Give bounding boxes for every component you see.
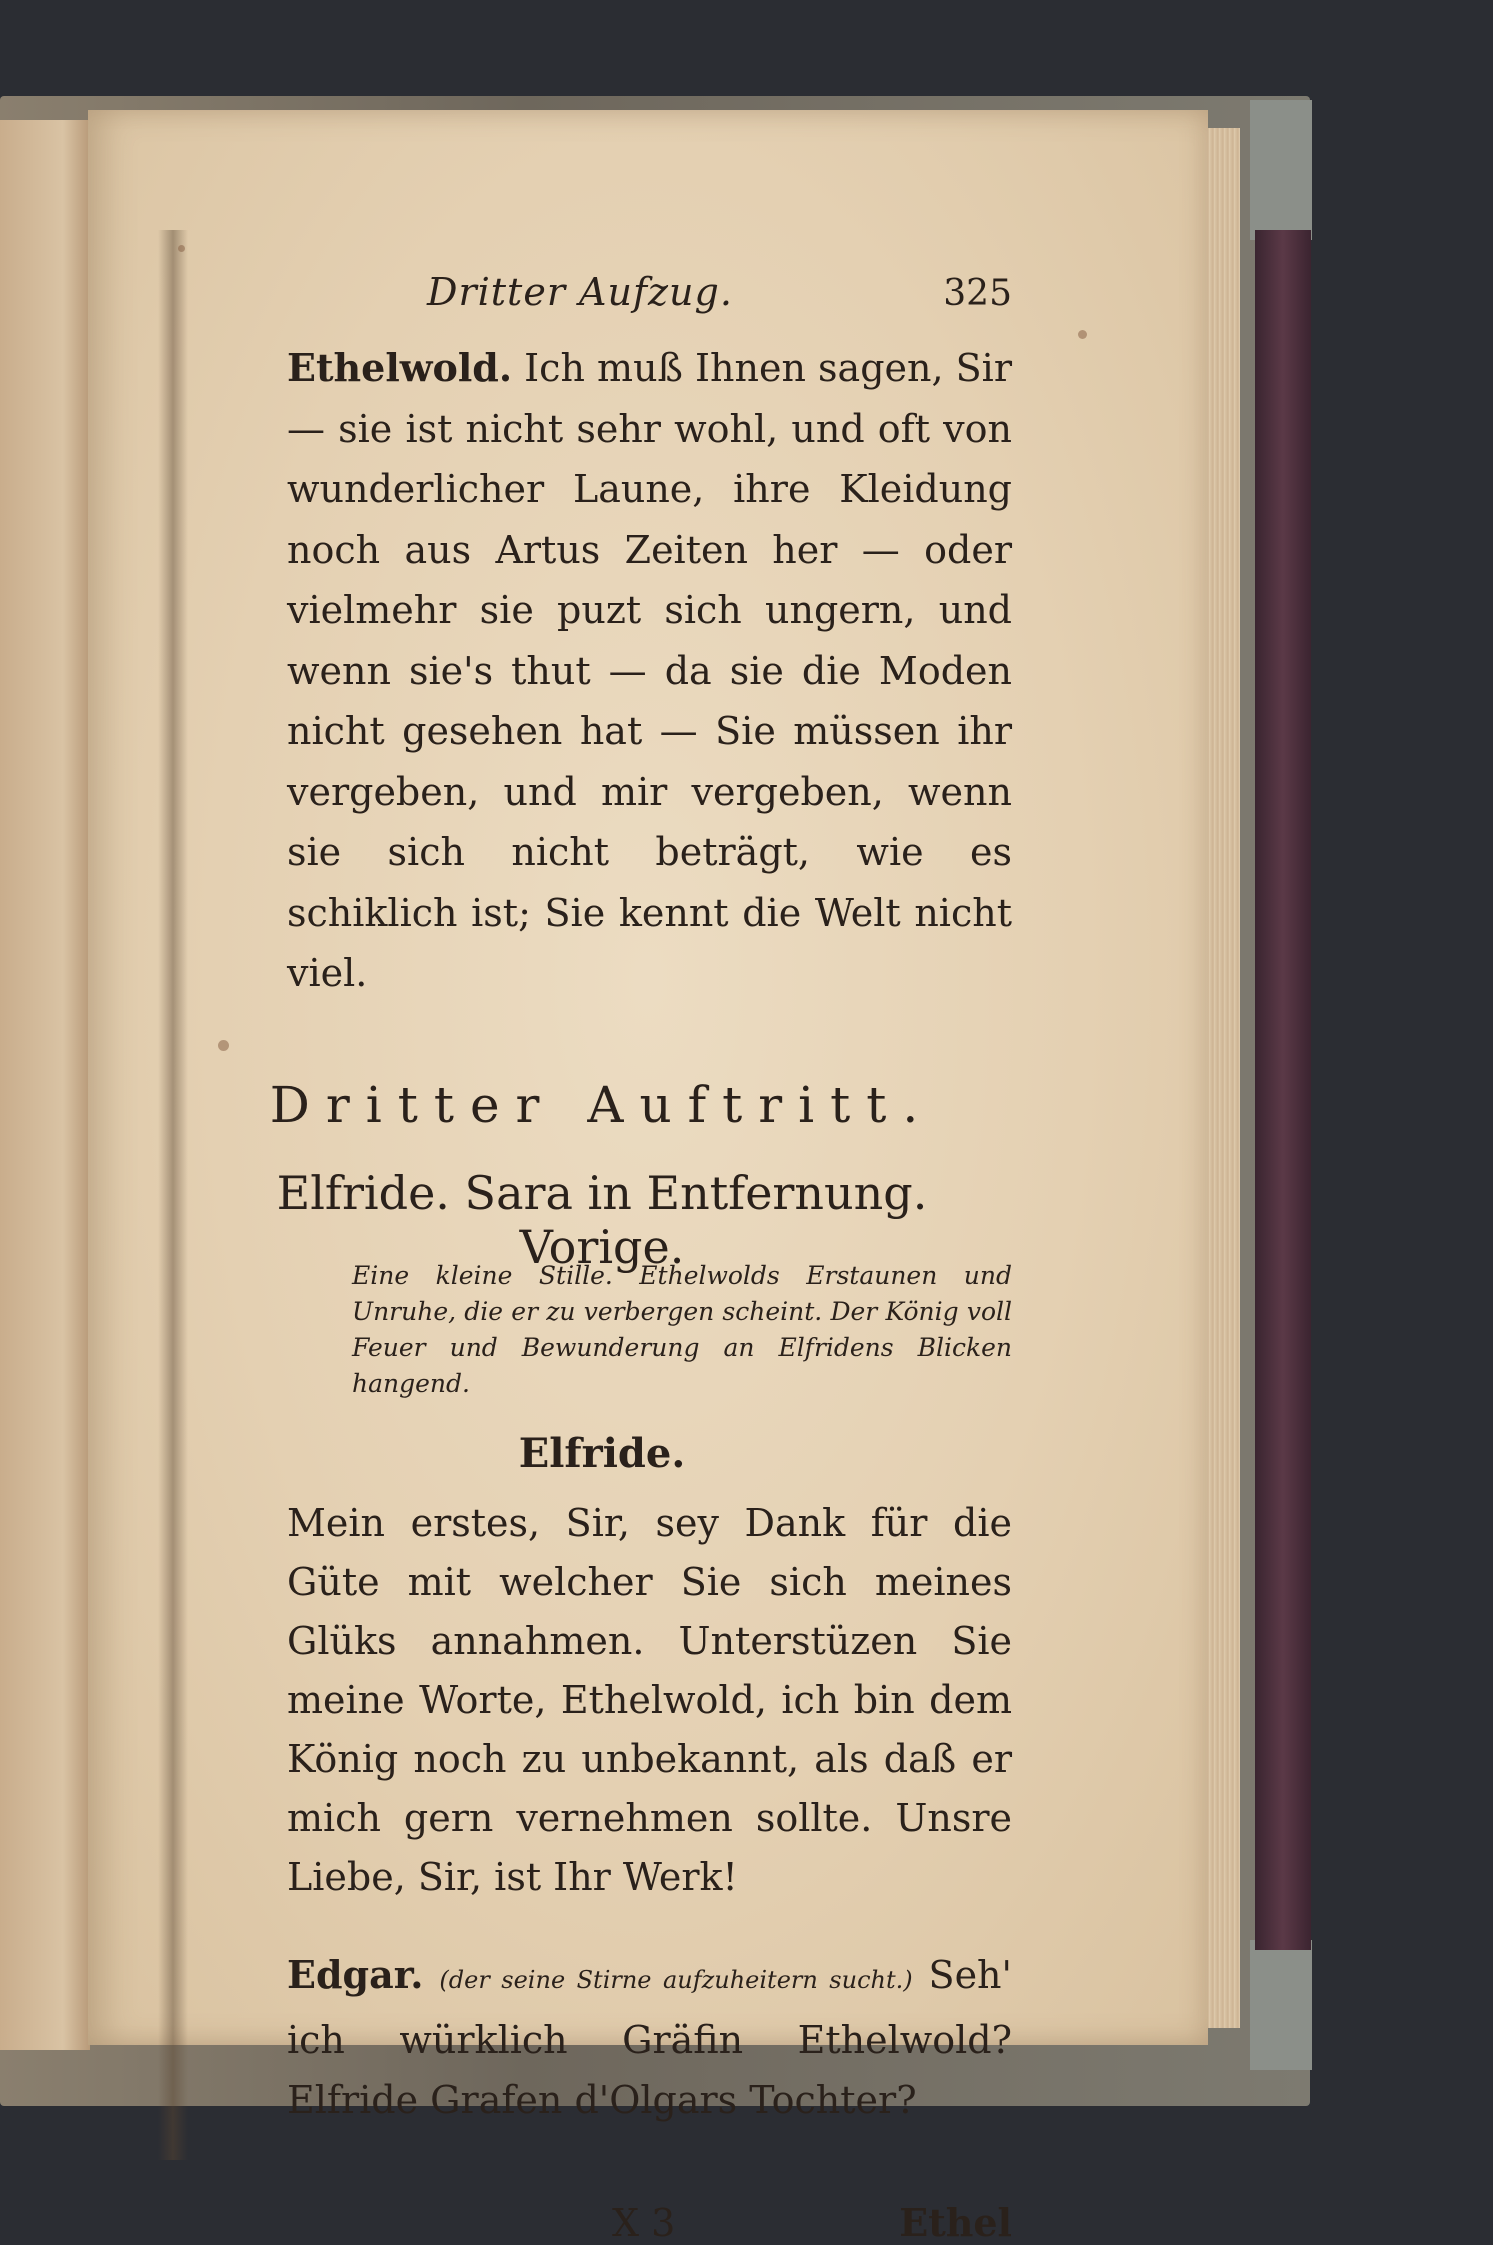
paragraph-edgar [192, 1945, 1012, 2130]
speech-direction: (der seine Stirne aufzuheitern sucht.) [439, 1965, 913, 1994]
running-head [192, 270, 1012, 330]
stage-direction: Eine kleine Stille. Ethelwolds Erstaunen und Unruhe, die er zu verbergen scheint. Der König voll Feuer und Bewunderung an Elfridens Blicken hangend. [352, 1260, 1012, 1398]
scene-heading: Dritter Auftritt. [269, 1075, 935, 1134]
cover-corner-bottom [1250, 1940, 1312, 2070]
speaker-heading: Elfride. [518, 1429, 686, 1477]
signature-mark: X 3 [612, 2200, 676, 2245]
paragraph-ethelwold [192, 338, 1012, 1004]
catchword: Ethel [899, 2199, 1012, 2245]
left-page-edge [0, 120, 90, 2050]
cover-edge [1255, 230, 1311, 1950]
foxing-spot [1078, 330, 1087, 339]
speech-text: Ich muß Ihnen sagen, Sir — sie ist nicht sehr wohl, und oft von wunderlicher Laune, ihre Kleidung noch aus Artus Zeiten her — oder vielmehr sie puzt sich ungern, und wenn sie's thut — da sie die Moden nicht gesehen hat — Sie müssen ihr vergeben, und mir vergeben, wenn sie sich nicht beträgt, wie es schiklich ist; Sie kennt die Welt nicht viel. [287, 346, 1012, 995]
cast-line: Elfride. Sara in Entfernung. Vorige. [276, 1165, 928, 1274]
speaker-name: Edgar. [287, 1951, 424, 1997]
running-head-title: Dritter Aufzug. [427, 270, 733, 314]
page-number: 325 [943, 273, 1012, 314]
cover-corner-top [1250, 100, 1312, 240]
speaker-name: Ethelwold. [287, 345, 513, 390]
speech-text: Seh' ich würklich Gräfin Ethelwold? Elfride Grafen d'Olgars Tochter? [287, 1952, 1012, 2122]
foxing-spot [178, 245, 185, 252]
paragraph-elfride: Mein erstes, Sir, sey Dank für die Güte mit welcher Sie sich meines Glüks annahmen. Unterstüzen Sie meine Worte, Ethelwold, ich bin dem König noch zu unbekannt, als daß er mich gern vernehmen sollte. Unsre Liebe, Sir, ist Ihr Werk! [287, 1500, 1012, 1899]
page-text [192, 270, 1012, 2245]
gutter-shadow [158, 230, 188, 2160]
page-footer [192, 2200, 1012, 2245]
